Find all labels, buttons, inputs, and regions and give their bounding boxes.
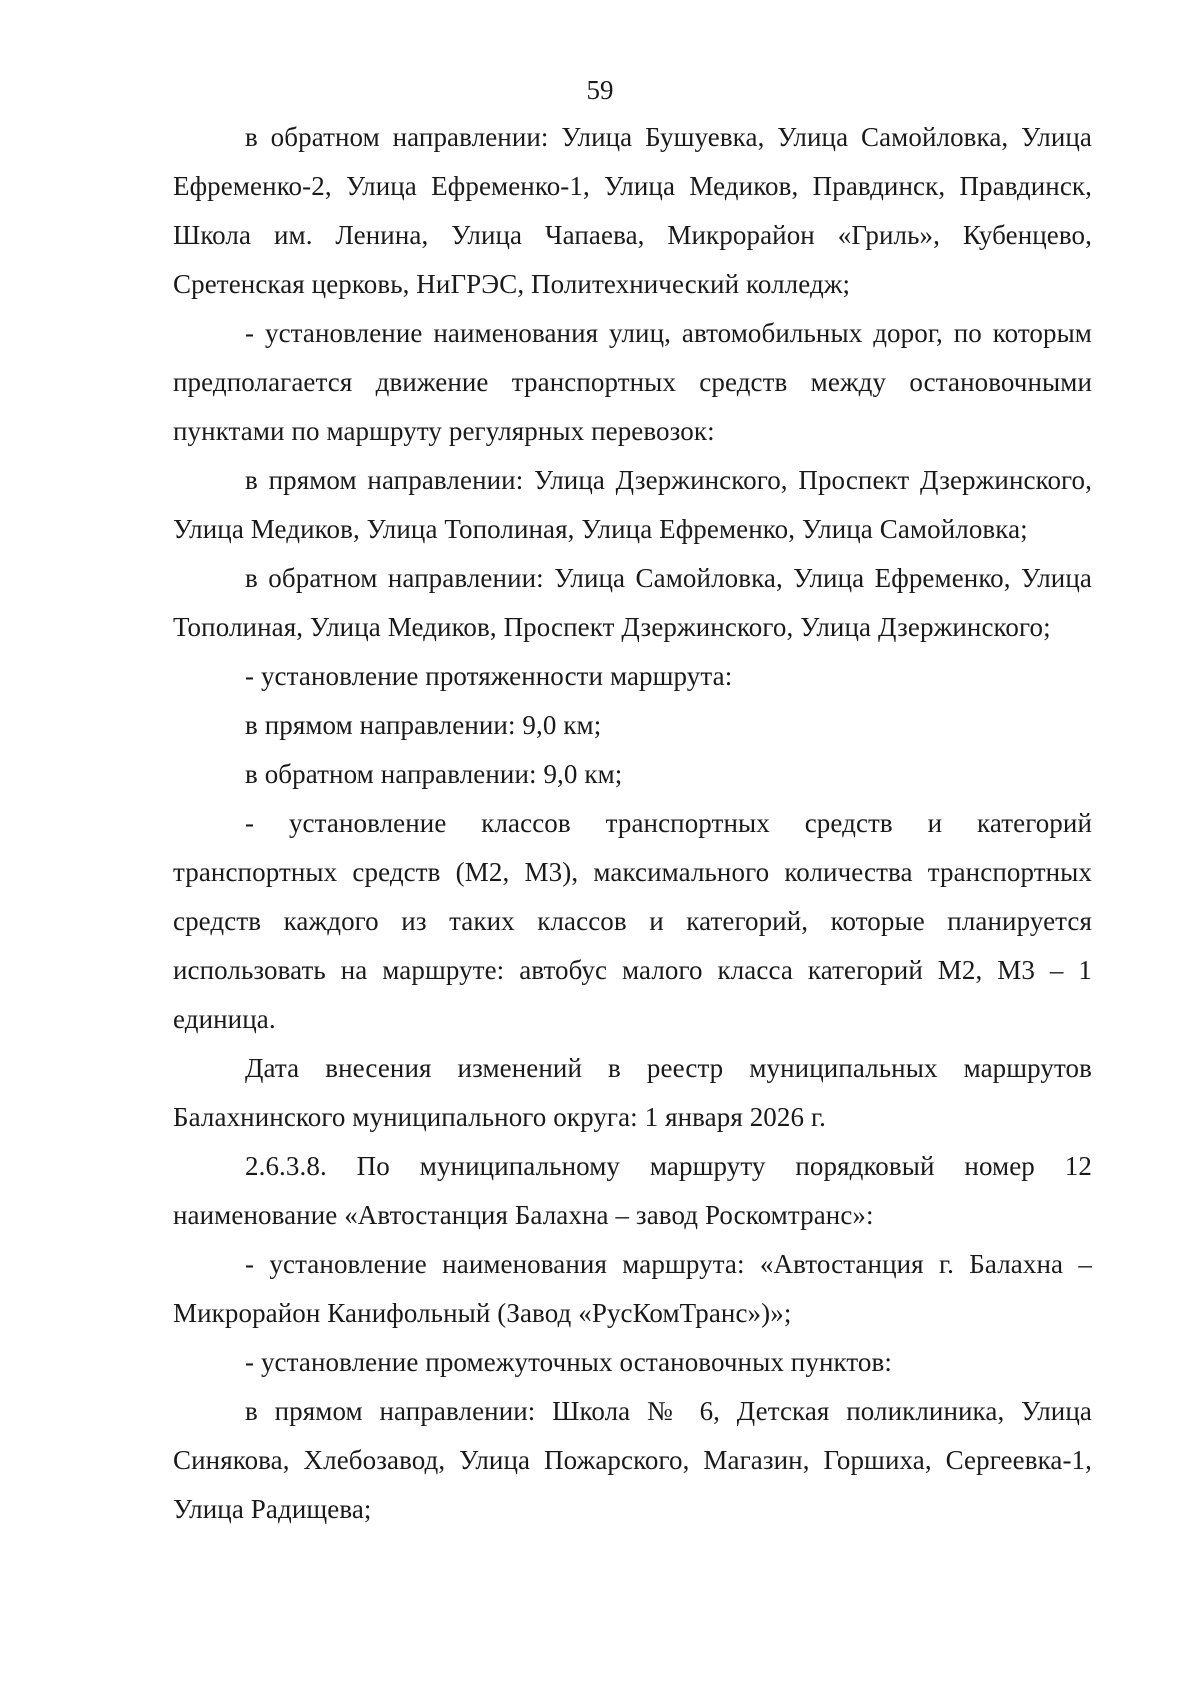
- paragraph-route-name: - установление наименования маршрута: «Автостанция г. Балахна – Микрорайон Канифольный (Завод «РусКомТранс»)»;: [173, 1249, 1092, 1328]
- page-number: 59: [586, 75, 614, 105]
- paragraph-forward-direction-streets: в прямом направлении: Улица Дзержинского, Проспект Дзержинского, Улица Медиков, Улица Тополиная, Улица Ефременко, Улица Самойловка;: [173, 465, 1092, 544]
- paragraph-route-length: - установление протяженности маршрута:: [245, 661, 733, 691]
- paragraph-registry-date: Дата внесения изменений в реестр муниципальных маршрутов Балахнинского муниципального округа: 1 января 2026 г.: [173, 1053, 1092, 1132]
- paragraph-intermediate-stops: - установление промежуточных остановочных пунктов:: [245, 1347, 892, 1377]
- paragraph-street-names: - установление наименования улиц, автомобильных дорог, по которым предполагается движение транспортных средств между остановочными пунктами по маршруту регулярных перевозок:: [173, 318, 1092, 446]
- document-body: [173, 113, 1092, 1534]
- paragraph-forward-direction-stops: в прямом направлении: Школа № 6, Детская поликлиника, Улица Синякова, Хлебозавод, Улица Пожарского, Магазин, Горшиха, Сергеевка-1, Улица Радищева;: [173, 1396, 1092, 1524]
- paragraph-route-12-heading: 2.6.3.8. По муниципальному маршруту порядковый номер 12 наименование «Автостанция Балахна – завод Роскомтранс»:: [173, 1151, 1092, 1230]
- paragraph-vehicle-classes: - установление классов транспортных средств и категорий транспортных средств (М2, М3), максимального количества транспортных средств каждого из таких классов и категорий, которые планируется использовать на маршруте: автобус малого класса категорий М2, М3 – 1 единица.: [173, 808, 1092, 1034]
- paragraph-reverse-direction-stops: в обратном направлении: Улица Бушуевка, Улица Самойловка, Улица Ефременко-2, Улица Ефременко-1, Улица Медиков, Правдинск, Правдинск, Школа им. Ленина, Улица Чапаева, Микрорайон «Гриль», Кубенцево, Сретенская церковь, НиГРЭС, Политехнический колледж;: [173, 122, 1092, 299]
- paragraph-forward-length: в прямом направлении: 9,0 км;: [245, 710, 602, 740]
- paragraph-reverse-direction-streets: в обратном направлении: Улица Самойловка, Улица Ефременко, Улица Тополиная, Улица Медиков, Проспект Дзержинского, Улица Дзержинского;: [173, 563, 1092, 642]
- paragraph-reverse-length: в обратном направлении: 9,0 км;: [245, 759, 623, 789]
